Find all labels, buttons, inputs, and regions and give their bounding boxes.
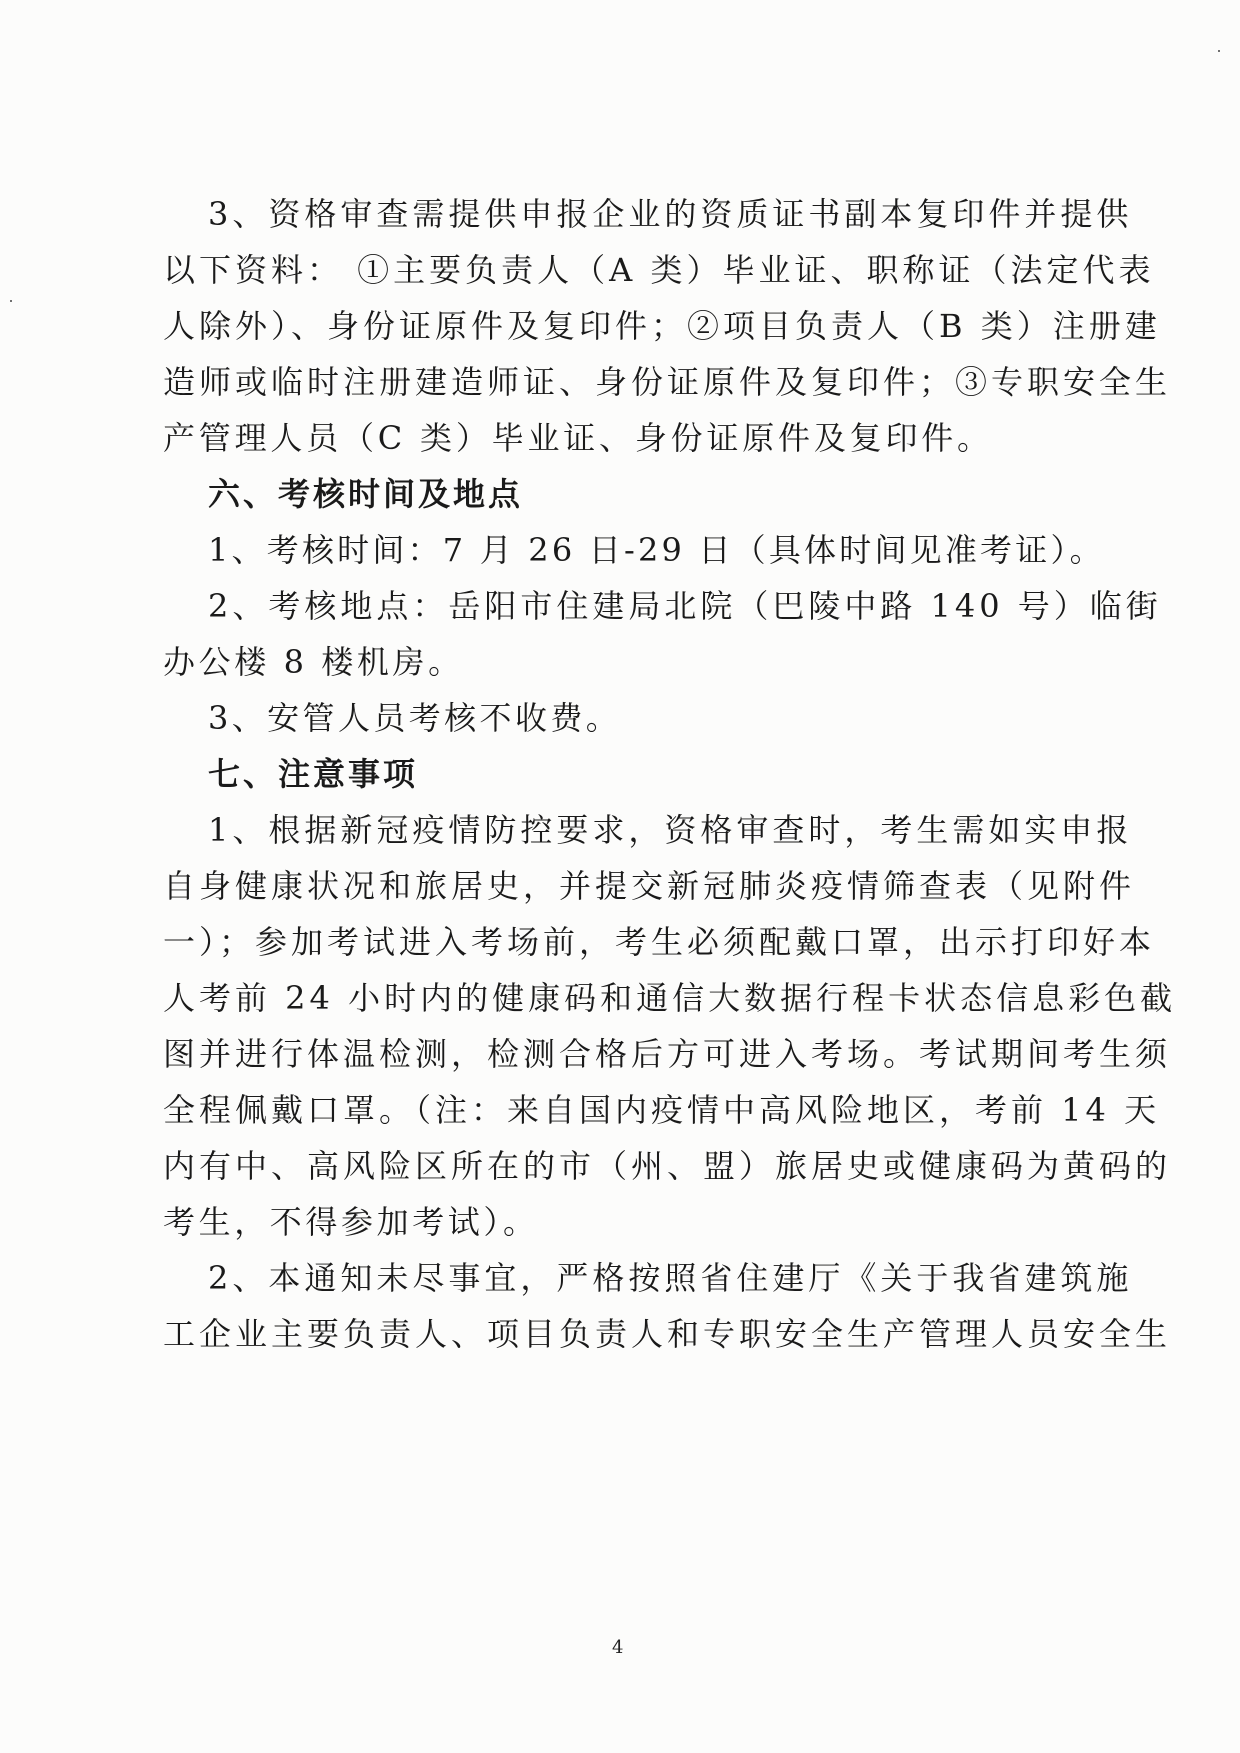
paragraph-line: 图并进行体温检测，检测合格后方可进入考场。考试期间考生须 xyxy=(163,1035,1172,1073)
paragraph-line: 办公楼 8 楼机房。 xyxy=(163,643,464,681)
paragraph-line: 人除外）、身份证原件及复印件；②项目负责人（B 类）注册建 xyxy=(163,307,1161,345)
paragraph-line: 2、本通知未尽事宜，严格按照省住建厅《关于我省建筑施 xyxy=(208,1259,1133,1297)
paragraph-line: 造师或临时注册建造师证、身份证原件及复印件；③专职安全生 xyxy=(163,363,1172,401)
paragraph-line: 自身健康状况和旅居史，并提交新冠肺炎疫情筛查表（见附件 xyxy=(163,867,1136,905)
paragraph-line: 以下资料： ①主要负责人（A 类）毕业证、职称证（法定代表 xyxy=(163,251,1155,289)
paragraph-line: 1、考核时间：7 月 26 日-29 日（具体时间见准考证）。 xyxy=(208,531,1105,569)
paragraph-line: 1、根据新冠疫情防控要求，资格审查时，考生需如实申报 xyxy=(208,811,1133,849)
section-heading: 七、注意事项 xyxy=(208,755,419,793)
page-number: 4 xyxy=(612,1637,624,1658)
paragraph-line: 一）；参加考试进入考场前，考生必须配戴口罩，出示打印好本 xyxy=(163,923,1156,961)
paragraph-line: 人考前 24 小时内的健康码和通信大数据行程卡状态信息彩色截 xyxy=(163,979,1177,1017)
paragraph-line: 3、安管人员考核不收费。 xyxy=(208,699,622,737)
paragraph-line: 3、资格审查需提供申报企业的资质证书副本复印件并提供 xyxy=(208,195,1133,233)
paragraph-line: 工企业主要负责人、项目负责人和专职安全生产管理人员安全生 xyxy=(163,1315,1172,1353)
paragraph-line: 产管理人员（C 类）毕业证、身份证原件及复印件。 xyxy=(163,419,993,457)
paragraph-line: 内有中、高风险区所在的市（州、盟）旅居史或健康码为黄码的 xyxy=(163,1147,1172,1185)
paragraph-line: 2、考核地点：岳阳市住建局北院（巴陵中路 140 号）临街 xyxy=(208,587,1162,625)
paragraph-line: 全程佩戴口罩。（注：来自国内疫情中高风险地区，考前 14 天 xyxy=(163,1091,1161,1129)
scan-speck xyxy=(10,300,12,302)
paragraph-line: 考生，不得参加考试）。 xyxy=(163,1203,539,1241)
section-heading: 六、考核时间及地点 xyxy=(208,475,524,513)
scan-speck xyxy=(1218,50,1220,52)
